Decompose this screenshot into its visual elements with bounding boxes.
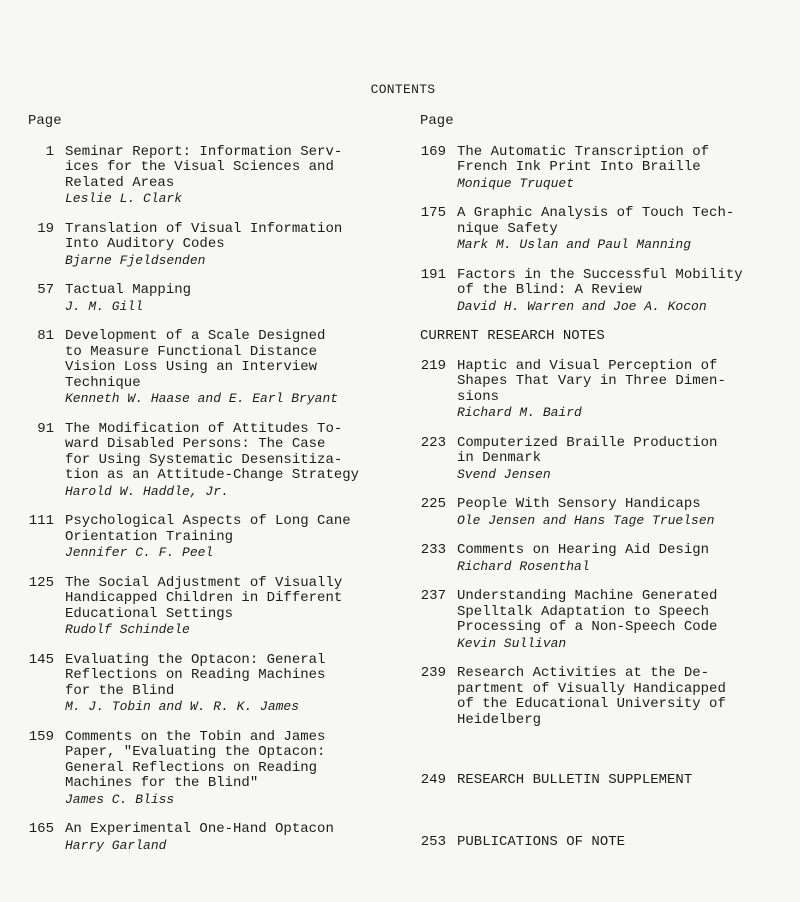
entry-author: Ole Jensen and Hans Tage Truelsen — [457, 512, 715, 528]
entry-author: Kevin Sullivan — [457, 635, 567, 651]
entry-title: PUBLICATIONS OF NOTE — [457, 833, 626, 850]
entry-page-number: 19 — [37, 220, 54, 237]
page-column-label: Page — [420, 113, 454, 129]
right-column — [420, 114, 792, 850]
entry-page-number: 233 — [420, 542, 446, 558]
entry-title: People With Sensory Handicaps — [457, 496, 701, 512]
entry-page-number: 169 — [420, 143, 446, 160]
entry-title: Evaluating the Optacon: General Reflections on Reading Machines for the Blind — [65, 651, 326, 699]
entry-page-number: 237 — [420, 588, 446, 604]
entry-page-number: 223 — [420, 434, 446, 451]
entry-title: A Graphic Analysis of Touch Tech- nique Safety — [457, 205, 735, 237]
entry-page-number: 191 — [420, 266, 446, 283]
contents-entry[interactable] — [28, 222, 400, 269]
entry-author: Svend Jensen — [457, 466, 551, 482]
entry-title: An Experimental One-Hand Optacon — [65, 821, 334, 837]
contents-entry[interactable] — [420, 543, 792, 574]
entry-title: Psychological Aspects of Long Cane Orientation Training — [65, 513, 351, 545]
entry-page-number: 81 — [37, 328, 54, 344]
entry-author: Richard M. Baird — [457, 405, 582, 420]
entry-author: Leslie L. Clark — [65, 191, 183, 206]
entry-author: M. J. Tobin and W. R. K. James — [65, 699, 300, 714]
entry-author: Monique Truquet — [457, 175, 575, 191]
entry-page-number: 225 — [420, 496, 446, 512]
entry-page-number: 249 — [420, 772, 446, 788]
entry-author: Bjarne Fjeldsenden — [65, 252, 206, 268]
contents-entry[interactable] — [28, 145, 400, 207]
entry-title: Comments on the Tobin and James Paper, "Evaluating the Optacon: General Reflections on Reading Machines for the Blind" — [65, 728, 326, 791]
supplement-entry[interactable] — [420, 773, 792, 789]
entry-title: Seminar Report: Information Serv- ices for the Visual Sciences and Related Areas — [65, 143, 343, 191]
entry-page-number: 91 — [37, 420, 54, 437]
entry-author: Mark M. Uslan and Paul Manning — [457, 237, 692, 252]
entry-page-number: 57 — [37, 282, 54, 298]
entry-title: Haptic and Visual Perception of Shapes That Vary in Three Dimen- sions — [457, 357, 726, 405]
entry-page-number: 219 — [420, 357, 446, 374]
right-entry-list — [420, 145, 792, 315]
contents-entry[interactable] — [420, 497, 792, 528]
left-column — [28, 114, 400, 868]
contents-entry[interactable] — [420, 206, 792, 253]
research-notes-list — [420, 359, 792, 729]
entry-page-number: 175 — [420, 205, 446, 221]
entry-title: RESEARCH BULLETIN SUPPLEMENT — [457, 772, 693, 788]
entry-title: Research Activities at the De- partment of Visually Handicapped of the Educational University of Heidelberg — [457, 665, 726, 728]
contents-heading: CONTENTS — [370, 82, 436, 97]
contents-entry[interactable] — [420, 145, 792, 192]
left-entry-list — [28, 145, 400, 854]
entry-title: The Automatic Transcription of French Ink Print Into Braille — [457, 143, 710, 175]
contents-entry[interactable] — [420, 589, 792, 651]
entry-page-number: 239 — [420, 665, 446, 681]
contents-entry[interactable] — [420, 666, 792, 728]
entry-title: Understanding Machine Generated Spelltalk Adaptation to Speech Processing of a Non-Speech Code — [457, 588, 718, 635]
entry-title: Translation of Visual Information Into Auditory Codes — [65, 220, 343, 252]
entry-title: Tactual Mapping — [65, 282, 192, 298]
entry-page-number: 125 — [28, 574, 54, 591]
entry-author: Kenneth W. Haase and E. Earl Bryant — [65, 391, 339, 406]
supplement-entry[interactable] — [420, 835, 792, 851]
entry-author: James C. Bliss — [65, 791, 175, 807]
contents-entry[interactable] — [28, 514, 400, 561]
entry-title: Development of a Scale Designed to Measure Functional Distance Vision Loss Using an Interview Technique — [65, 328, 326, 391]
entry-author: Harry Garland — [65, 837, 167, 853]
entry-author: Harold W. Haddle, Jr. — [65, 483, 229, 499]
entry-author: Rudolf Schindele — [65, 622, 190, 637]
entry-title: Factors in the Successful Mobility of the Blind: A Review — [457, 266, 743, 298]
entry-author: David H. Warren and Joe A. Kocon — [457, 298, 707, 314]
entry-title: Comments on Hearing Aid Design — [457, 542, 710, 558]
entry-title: The Modification of Attitudes To- ward Disabled Persons: The Case for Using Systematic Desensitiza- tion as an Attitude-Change Strategy — [65, 420, 360, 483]
contents-entry[interactable] — [28, 653, 400, 715]
contents-entry[interactable] — [420, 268, 792, 315]
contents-entry[interactable] — [28, 422, 400, 500]
research-notes-heading: CURRENT RESEARCH NOTES — [420, 328, 605, 344]
contents-entry[interactable] — [28, 329, 400, 407]
contents-entry[interactable] — [28, 822, 400, 853]
entry-author: Richard Rosenthal — [457, 558, 590, 574]
entry-author: Jennifer C. F. Peel — [65, 545, 214, 560]
contents-entry[interactable] — [420, 436, 792, 483]
page-column-label: Page — [28, 113, 62, 129]
contents-entry[interactable] — [28, 730, 400, 808]
entry-author: J. M. Gill — [65, 298, 144, 314]
entry-page-number: 159 — [28, 728, 54, 745]
contents-entry[interactable] — [420, 359, 792, 421]
entry-page-number: 111 — [28, 513, 54, 529]
entry-title: Computerized Braille Production in Denmark — [457, 434, 718, 466]
entry-page-number: 145 — [28, 651, 54, 668]
entry-page-number: 1 — [45, 143, 54, 160]
contents-entry[interactable] — [28, 283, 400, 314]
entry-page-number: 253 — [420, 833, 446, 850]
contents-entry[interactable] — [28, 576, 400, 638]
entry-page-number: 165 — [28, 821, 54, 837]
entry-title: The Social Adjustment of Visually Handicapped Children in Different Educational Settings — [65, 574, 343, 622]
